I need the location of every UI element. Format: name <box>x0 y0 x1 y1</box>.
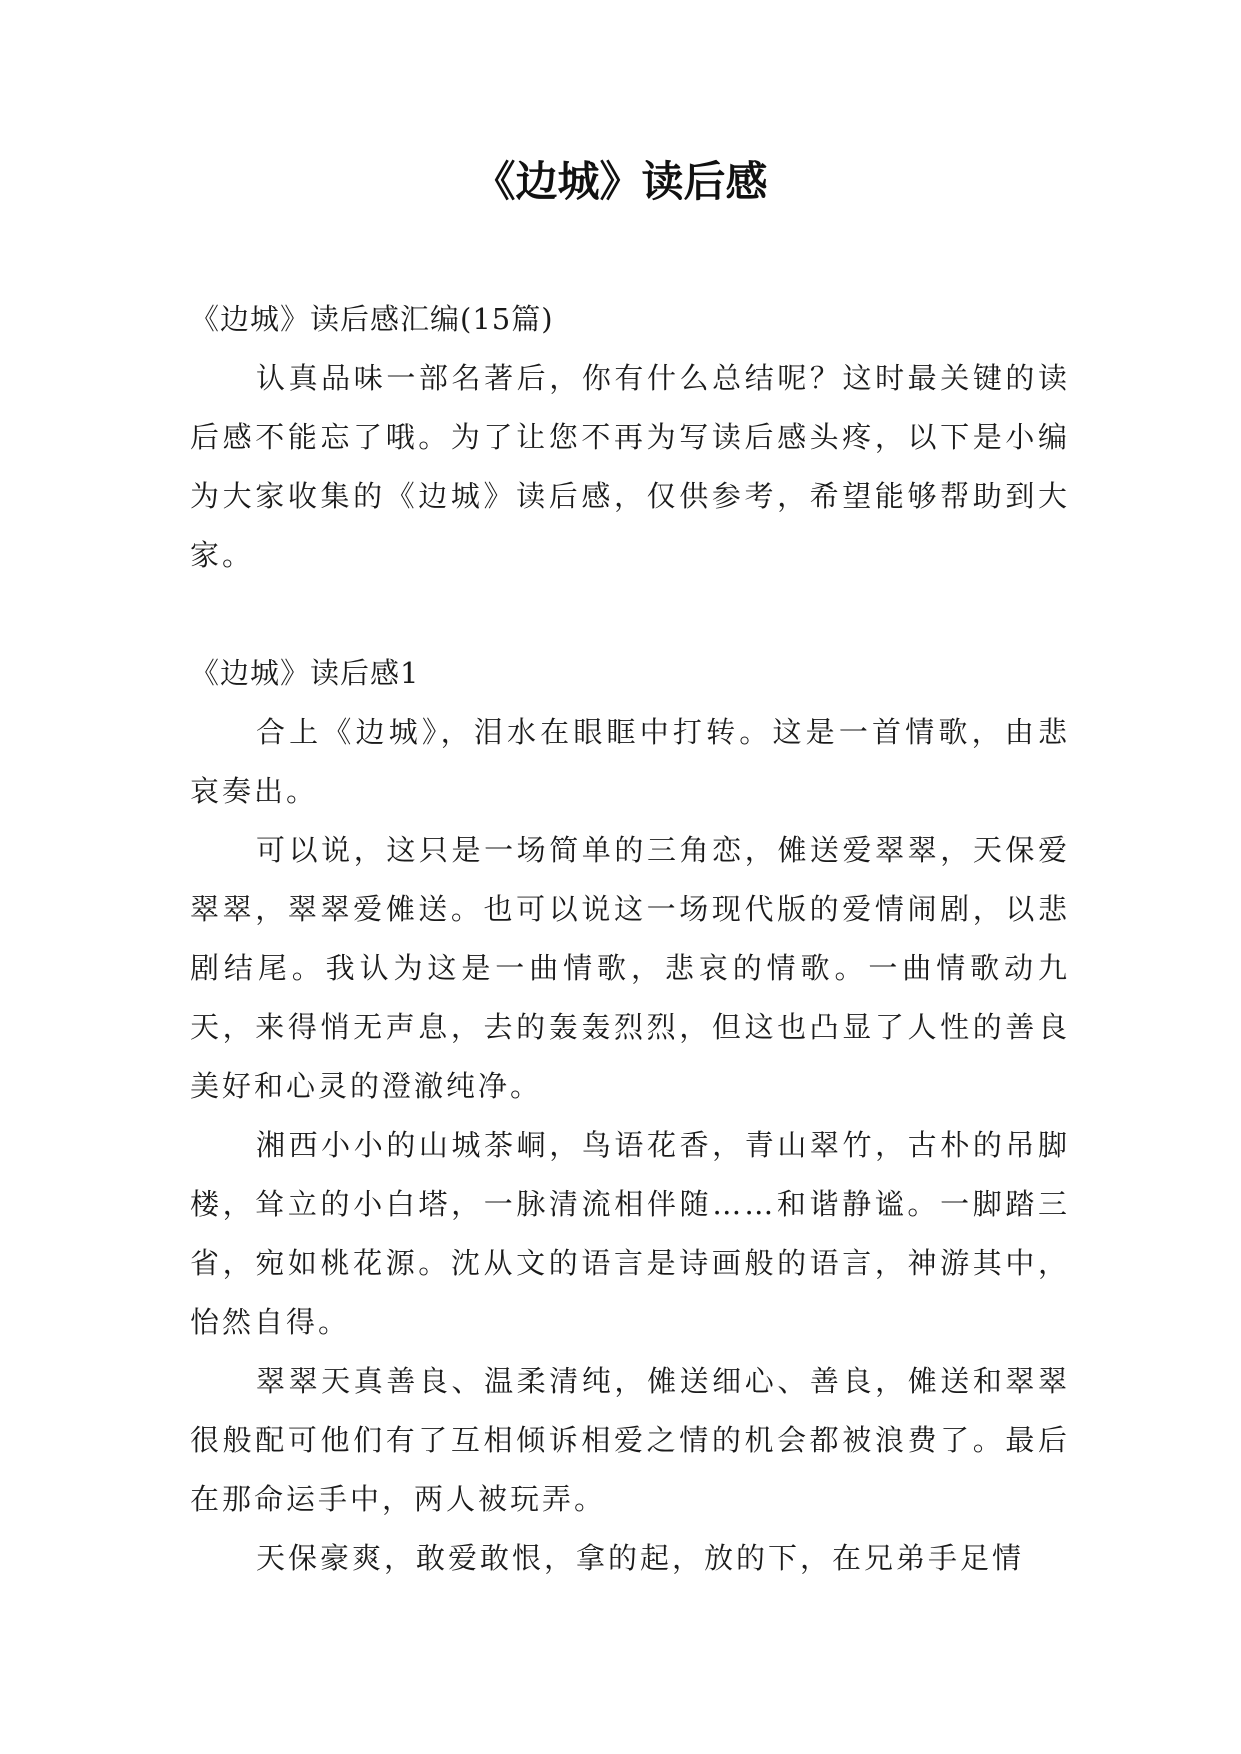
body-paragraph: 翠翠天真善良、温柔清纯，傩送细心、善良，傩送和翠翠很般配可他们有了互相倾诉相爱之情的机会都被浪费了。最后在那命运手中，两人被玩弄。 <box>190 1364 1070 1516</box>
body-paragraph: 合上《边城》，泪水在眼眶中打转。这是一首情歌，由悲哀奏出。 <box>190 715 1070 808</box>
intro-paragraph: 认真品味一部名著后，你有什么总结呢？这时最关键的读后感不能忘了哦。为了让您不再为写读后感头疼，以下是小编为大家收集的《边城》读后感，仅供参考，希望能够帮助到大家。 <box>190 361 1070 572</box>
body-paragraph: 可以说，这只是一场简单的三角恋，傩送爱翠翠，天保爱翠翠，翠翠爱傩送。也可以说这一场现代版的爱情闹剧，以悲剧结尾。我认为这是一曲情歌，悲哀的情歌。一曲情歌动九天，来得悄无声息，去的轰轰烈烈，但这也凸显了人性的善良美好和心灵的澄澈纯净。 <box>190 833 1070 1103</box>
document-title: 《边城》读后感 <box>473 157 768 206</box>
document-body <box>190 290 1070 1588</box>
document-subtitle: 《边城》读后感汇编(15篇) <box>190 302 554 336</box>
body-paragraph: 天保豪爽，敢爱敢恨，拿的起，放的下，在兄弟手足情 <box>256 1541 1025 1575</box>
body-paragraph: 湘西小小的山城茶峒，鸟语花香，青山翠竹，古朴的吊脚楼，耸立的小白塔，一脉清流相伴随……和谐静谧。一脚踏三省，宛如桃花源。沈从文的语言是诗画般的语言，神游其中，怡然自得。 <box>190 1128 1070 1339</box>
section-heading: 《边城》读后感1 <box>190 656 420 690</box>
section-spacer <box>190 585 1070 644</box>
